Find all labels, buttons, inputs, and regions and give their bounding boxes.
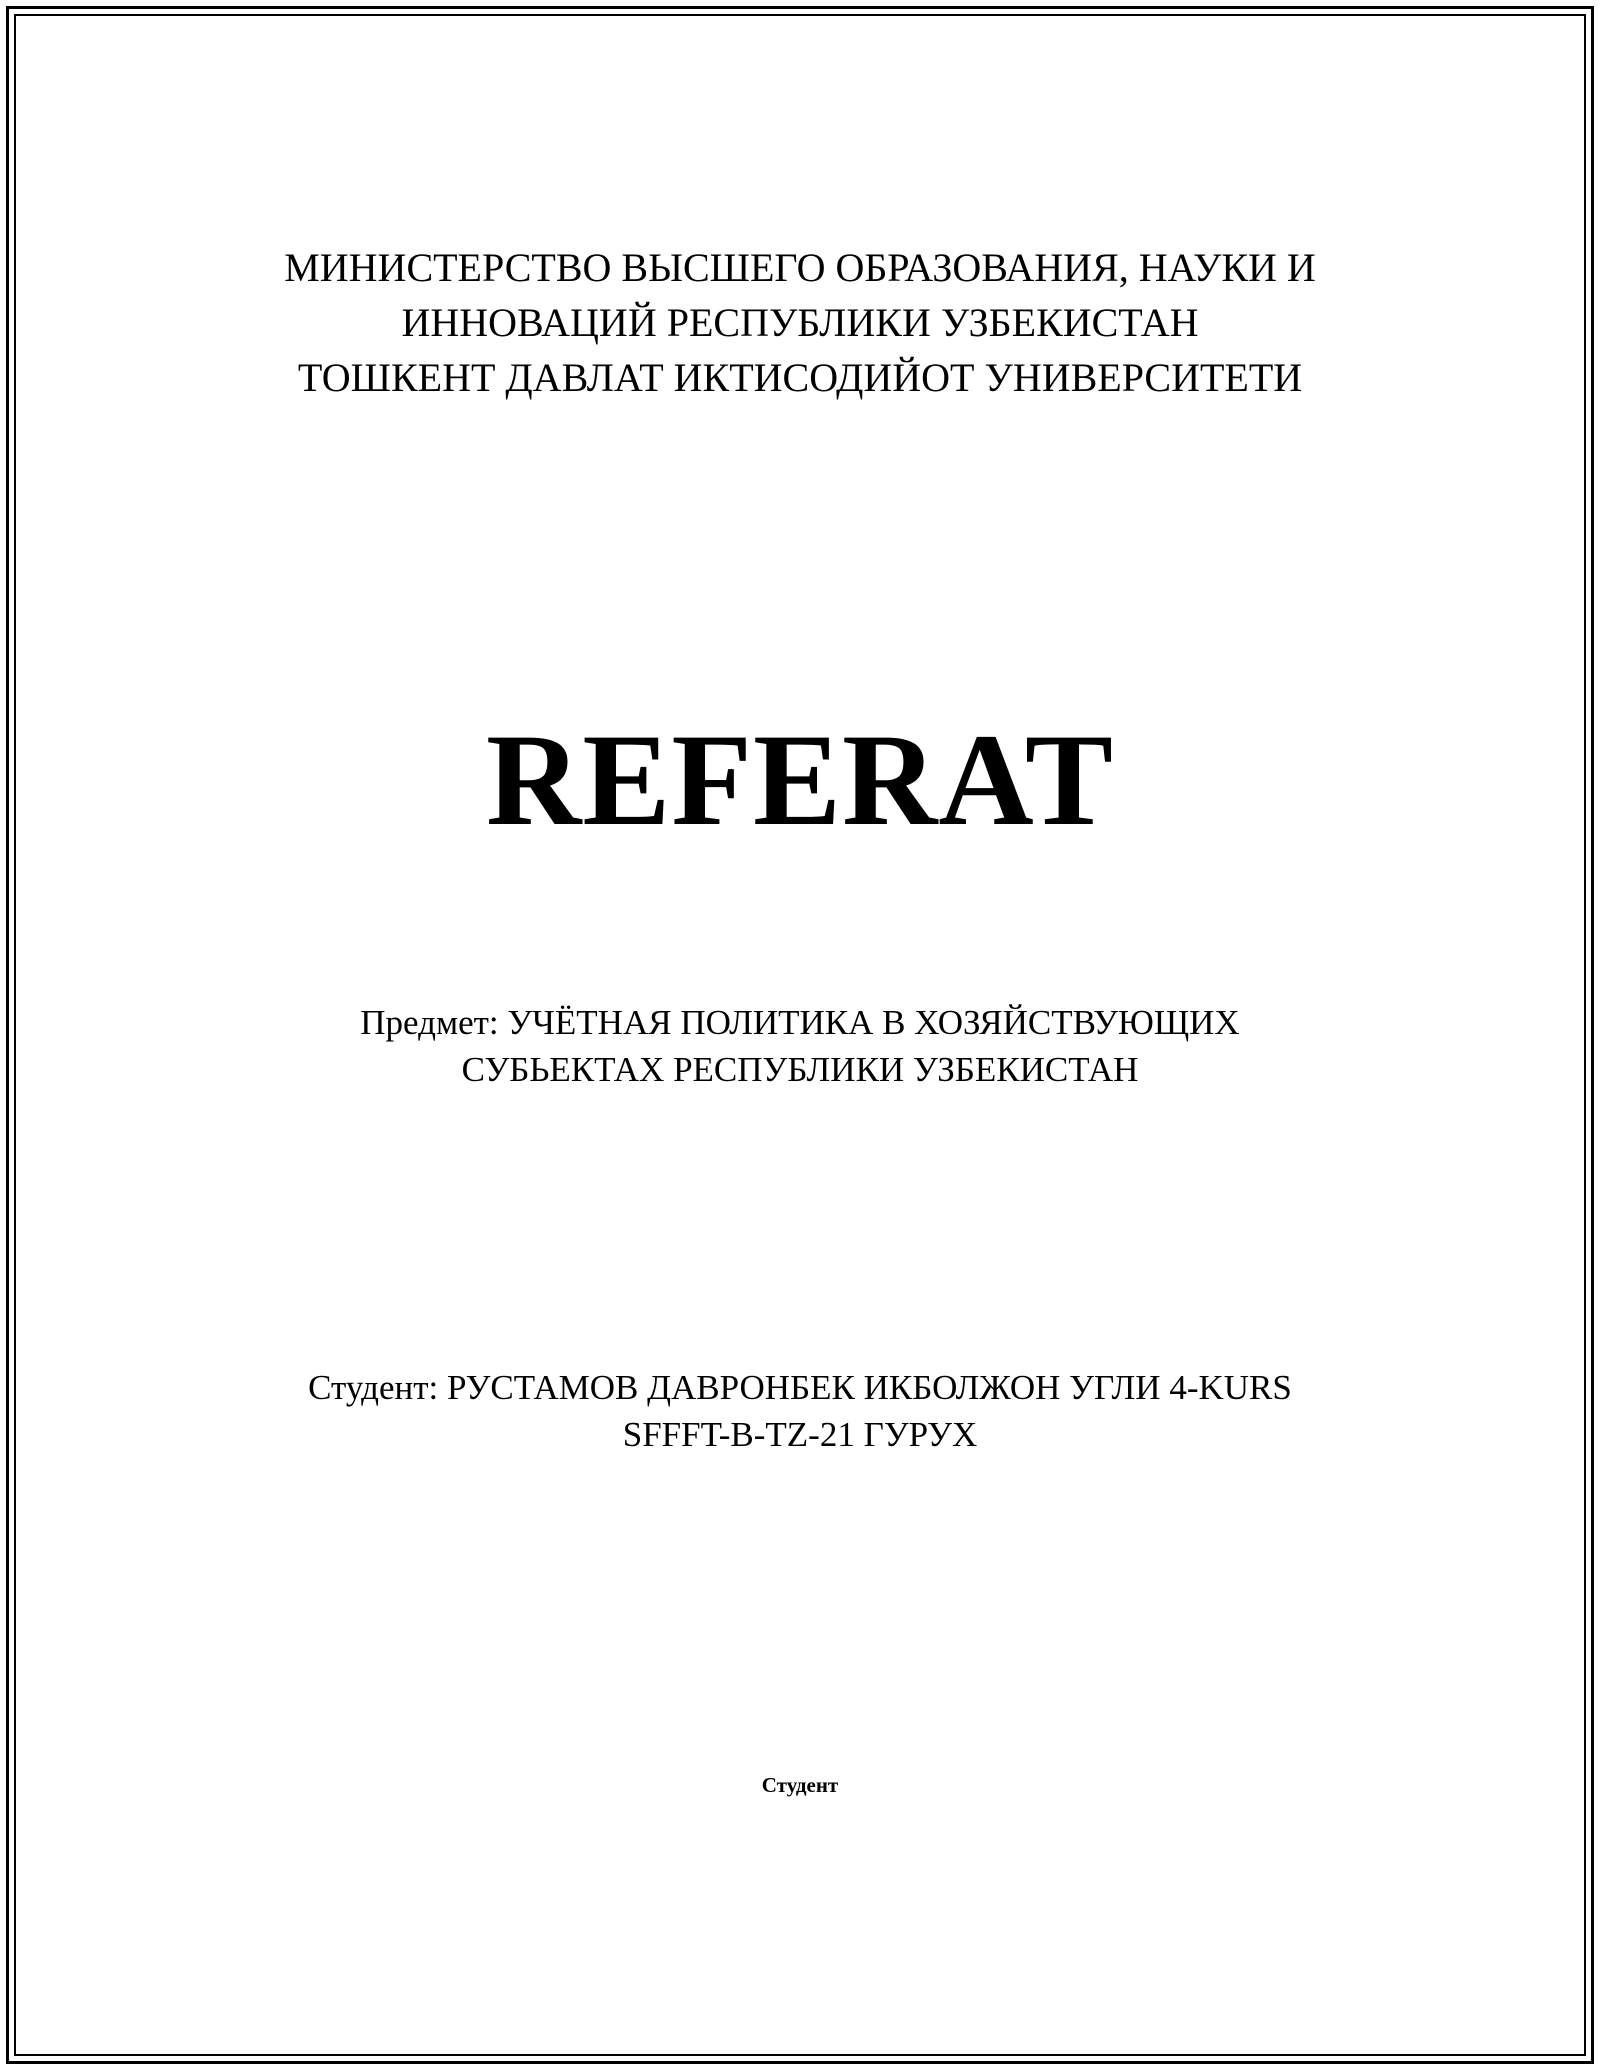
subject-line: Предмет: УЧЁТНАЯ ПОЛИТИКА В ХОЗЯЙСТВУЮЩИХ — [360, 1003, 1240, 1042]
student-line: SFFFT-B-TZ-21 ГУРУХ — [622, 1415, 978, 1454]
header-line: МИНИСТЕРСТВО ВЫСШЕГО ОБРАЗОВАНИЯ, НАУКИ И — [284, 245, 1316, 290]
subject-line: СУБЬЕКТАХ РЕСПУБЛИКИ УЗБЕКИСТАН — [461, 1050, 1139, 1089]
footer-label: Студент — [761, 1773, 839, 1797]
header-line: ТОШКЕНТ ДАВЛАТ ИКТИСОДИЙОТ УНИВЕРСИТЕТИ — [297, 355, 1303, 400]
subject-block — [0, 999, 1600, 1093]
document-title: REFERAT — [486, 706, 1114, 853]
header-line: ИННОВАЦИЙ РЕСПУБЛИКИ УЗБЕКИСТАН — [401, 300, 1199, 345]
student-block — [0, 1364, 1600, 1458]
student-line: Студент: РУСТАМОВ ДАВРОНБЕК ИКБОЛЖОН УГЛИ 4-KURS — [308, 1368, 1292, 1407]
ministry-header — [0, 240, 1600, 405]
